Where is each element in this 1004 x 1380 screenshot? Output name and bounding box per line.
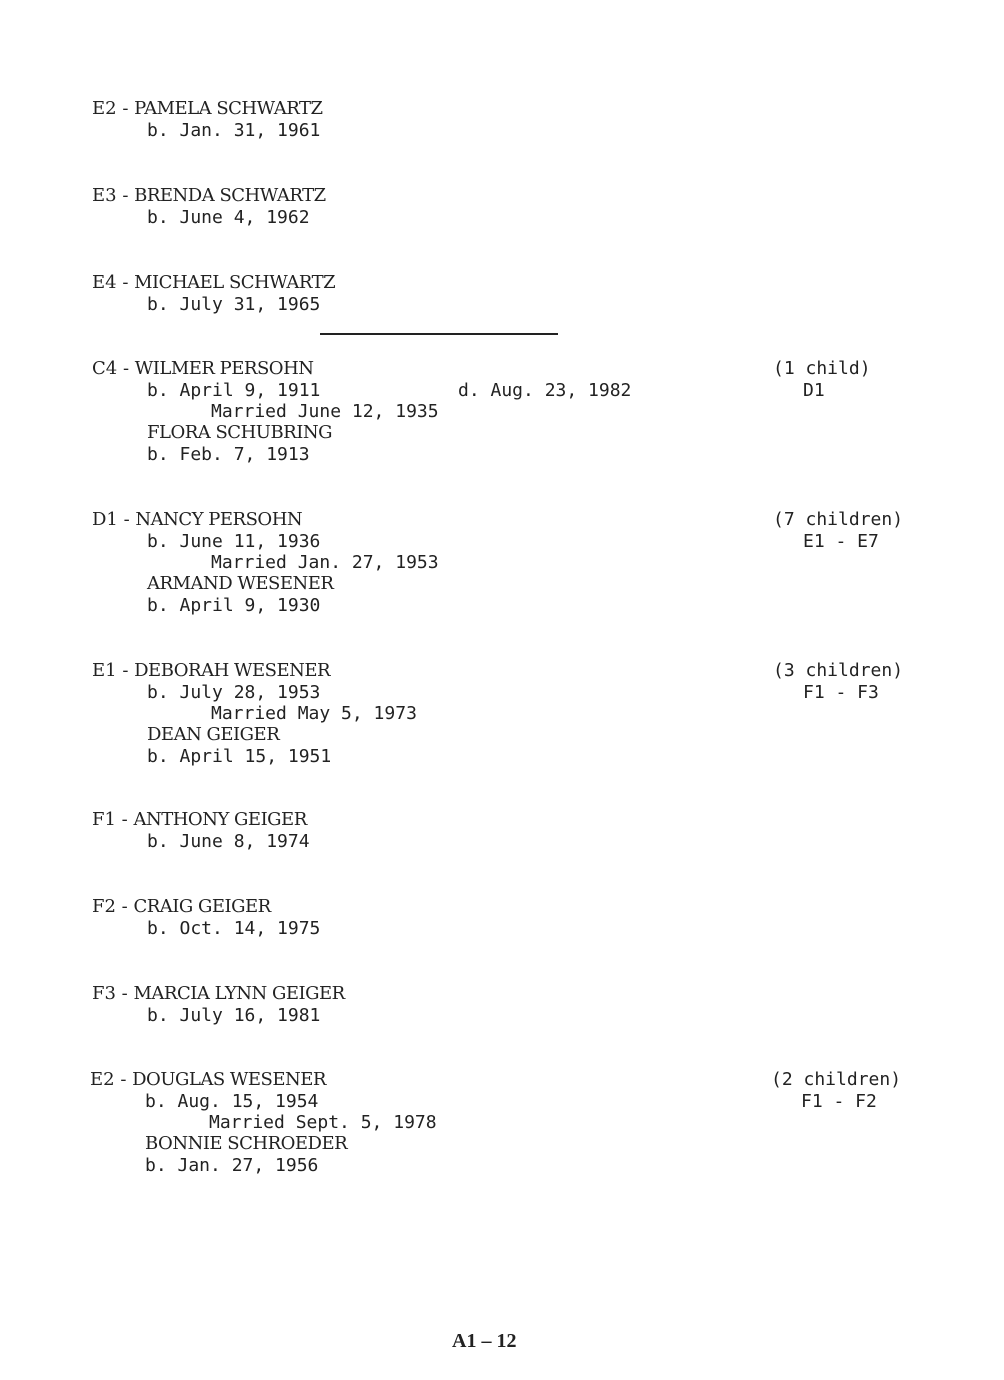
entry-name: BRENDA SCHWARTZ [134,185,326,206]
entry-name: NANCY PERSOHN [135,509,303,530]
entry-name: DEBORAH WESENER [134,660,331,681]
spouse-name: ARMAND WESENER [147,573,334,594]
entry-marriage: Married May 5, 1973 [211,703,417,724]
spouse-name: BONNIE SCHROEDER [145,1133,348,1154]
entry-code: E2 [90,1069,115,1090]
entry-code: E3 [92,185,117,206]
entry-birth: b. Oct. 14, 1975 [147,918,321,939]
children-count: (2 children) [771,1069,902,1090]
entry-code: E2 [92,98,117,119]
entry-code: E4 [92,272,117,293]
entry-birth: b. June 4, 1962 [147,207,310,228]
children-range: F1 - F2 [801,1091,877,1112]
entry-heading: E4 - MICHAEL SCHWARTZ [92,272,336,293]
entry-name: CRAIG GEIGER [133,896,271,917]
section-divider [320,333,558,335]
entry-marriage: Married Sept. 5, 1978 [209,1112,437,1133]
entry-name: DOUGLAS WESENER [132,1069,326,1090]
entry-birth: b. Jan. 31, 1961 [147,120,321,141]
entry-name: ANTHONY GEIGER [133,809,307,830]
entry-name: MARCIA LYNN GEIGER [133,983,345,1004]
entry-birth: b. July 16, 1981 [147,1005,321,1026]
entry-heading: E2 - DOUGLAS WESENER [90,1069,326,1090]
entry-heading: F2 - CRAIG GEIGER [92,896,271,917]
entry-heading: C4 - WILMER PERSOHN [92,358,314,379]
entry-birth: b. Aug. 15, 1954 [145,1091,319,1112]
entry-birth: b. April 9, 1911 [147,380,321,401]
children-count: (1 child) [773,358,871,379]
entry-birth: b. June 11, 1936 [147,531,321,552]
entry-birth: b. July 28, 1953 [147,682,321,703]
entry-code: F3 [92,983,116,1004]
entry-code: C4 [92,358,118,379]
spouse-birth: b. Jan. 27, 1956 [145,1155,319,1176]
entry-name: MICHAEL SCHWARTZ [134,272,336,293]
entry-name: WILMER PERSOHN [134,358,314,379]
spouse-birth: b. April 15, 1951 [147,746,332,767]
entry-birth: b. June 8, 1974 [147,831,310,852]
children-range: F1 - F3 [803,682,879,703]
children-range: D1 [803,380,825,401]
entry-code: E1 [92,660,117,681]
entry-heading: E1 - DEBORAH WESENER [92,660,331,681]
entry-heading: F1 - ANTHONY GEIGER [92,809,307,830]
entry-heading: E2 - PAMELA SCHWARTZ [92,98,323,119]
entry-birth: b. July 31, 1965 [147,294,321,315]
children-range: E1 - E7 [803,531,879,552]
entry-death: d. Aug. 23, 1982 [458,380,632,401]
entry-code: F2 [92,896,116,917]
entry-heading: E3 - BRENDA SCHWARTZ [92,185,326,206]
entry-heading: F3 - MARCIA LYNN GEIGER [92,983,345,1004]
spouse-birth: b. April 9, 1930 [147,595,321,616]
entry-marriage: Married Jan. 27, 1953 [211,552,439,573]
page-number: A1 – 12 [452,1330,517,1352]
entry-name: PAMELA SCHWARTZ [134,98,323,119]
children-count: (7 children) [773,509,904,530]
entry-code: D1 [92,509,118,530]
entry-heading: D1 - NANCY PERSOHN [92,509,303,530]
spouse-birth: b. Feb. 7, 1913 [147,444,310,465]
spouse-name: FLORA SCHUBRING [147,422,332,443]
children-count: (3 children) [773,660,904,681]
entry-marriage: Married June 12, 1935 [211,401,439,422]
entry-code: F1 [92,809,116,830]
spouse-name: DEAN GEIGER [147,724,280,745]
